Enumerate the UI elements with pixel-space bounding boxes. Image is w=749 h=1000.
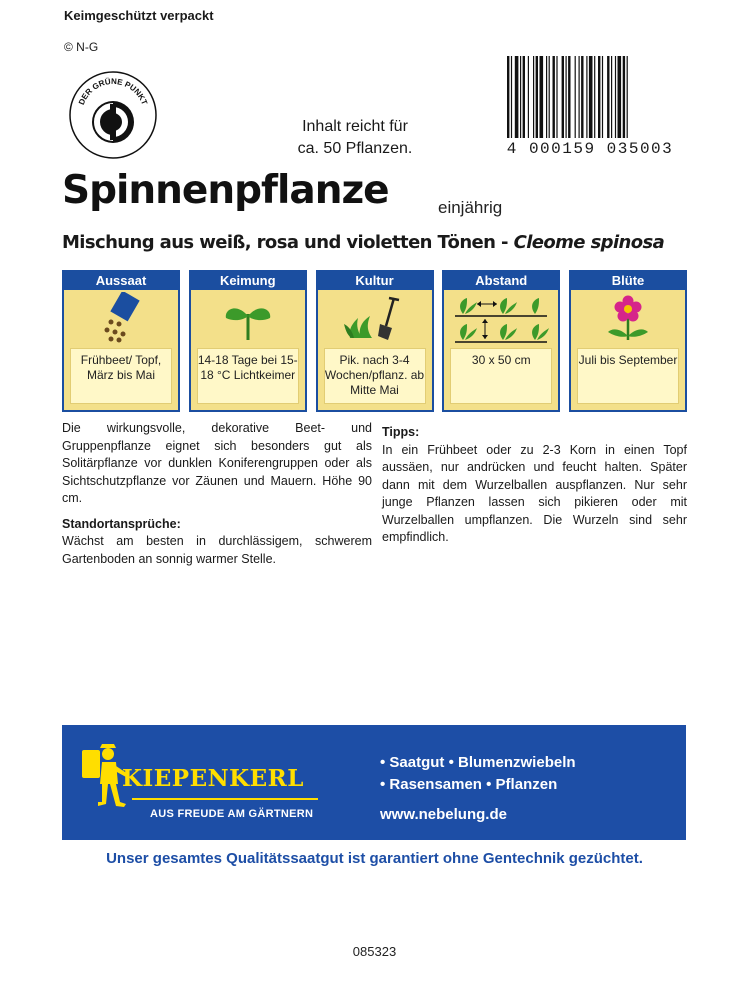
icon-title: Aussaat — [64, 272, 178, 290]
product-description-line — [62, 232, 664, 253]
spade-plants-icon — [340, 292, 410, 344]
icon-box-aussaat — [62, 270, 180, 412]
latin-name: Cleome spinosa — [513, 232, 665, 253]
seed-packet-icon — [91, 292, 151, 344]
growing-info-icons — [62, 270, 687, 412]
brand-slogan: AUS FREUDE AM GÄRTNERN — [150, 808, 314, 820]
location-text: Wächst am besten in durchlässigem, schwerem Gartenboden an sonnig warmer Stelle. — [62, 534, 372, 566]
product-description: Mischung aus weiß, rosa und violetten Tönen — [62, 232, 496, 253]
icon-text: 30 x 50 cm — [450, 348, 552, 404]
seedling-icon — [218, 292, 278, 344]
tips-text: In ein Frühbeet oder zu 2-3 Korn in einen Topf aussäen, nur andrücken und feucht halten. Später dann mit dem Wurzelballen auspflanzen. Nur sehr junge Pflanzen lassen sich pikieren oder mit Wurzelballen umpflanzen. Die Wurzeln sind sehr empfindlich. — [382, 442, 687, 544]
icon-text: Frühbeet/ Topf, März bis Mai — [70, 348, 172, 404]
gmo-statement: Unser gesamtes Qualitätssaatgut ist garantiert ohne Gentechnik gezüchtet. — [106, 850, 643, 867]
product-range-line-2: • Rasensamen • Pflanzen — [380, 776, 558, 793]
tips-heading: Tipps: — [382, 425, 420, 439]
article-code: 085323 — [352, 944, 397, 959]
spacing-icon — [451, 292, 551, 344]
intro-text: Die wirkungsvolle, dekorative Beet- und Gruppenpflanze eignet sich besonders gut als Solitärpflanze vor dunklen Koniferengruppen oder als Sichtschutzpflanze vor Zäunen und Mauern. Höhe 90 cm. — [62, 421, 372, 505]
icon-text: 14-18 Tage bei 15-18 °C Lichtkeimer — [197, 348, 299, 404]
green-dot-recycling-icon — [68, 70, 158, 160]
brand-name: KIEPENKERL — [122, 765, 304, 792]
contents-line-1: Inhalt reicht für — [302, 118, 408, 135]
barcode-number: 4 000159 035003 — [506, 140, 674, 158]
website-link[interactable]: www.nebelung.de — [380, 806, 507, 823]
product-range-line-1: • Saatgut • Blumenzwiebeln — [380, 754, 576, 771]
icon-title: Keimung — [191, 272, 305, 290]
green-dot-label: DER GRÜNE PUNKT — [76, 76, 150, 107]
icon-title: Abstand — [444, 272, 558, 290]
contents-line-2: ca. 50 Pflanzen. — [297, 140, 413, 157]
brand-underline — [132, 798, 318, 800]
icon-box-abstand — [442, 270, 560, 412]
copyright-text: © N-G — [64, 40, 99, 54]
tips-column — [382, 424, 687, 547]
icon-box-bluete — [569, 270, 687, 412]
icon-box-keimung — [189, 270, 307, 412]
contents-info — [280, 116, 430, 160]
flower-icon — [598, 292, 658, 344]
product-duration: einjährig — [438, 198, 503, 217]
separator: - — [495, 232, 514, 253]
product-name: Spinnenpflanze — [62, 168, 389, 213]
product-range-list — [380, 752, 576, 796]
packaging-note: Keimgeschützt verpackt — [64, 8, 214, 23]
description-column — [62, 420, 372, 568]
icon-text: Pik. nach 3-4 Wochen/pflanz. ab Mitte Mai — [324, 348, 426, 404]
barcode — [505, 56, 683, 148]
icon-title: Kultur — [318, 272, 432, 290]
location-heading: Standortansprüche: — [62, 516, 181, 531]
icon-title: Blüte — [571, 272, 685, 290]
icon-box-kultur — [316, 270, 434, 412]
icon-text: Juli bis September — [577, 348, 679, 404]
